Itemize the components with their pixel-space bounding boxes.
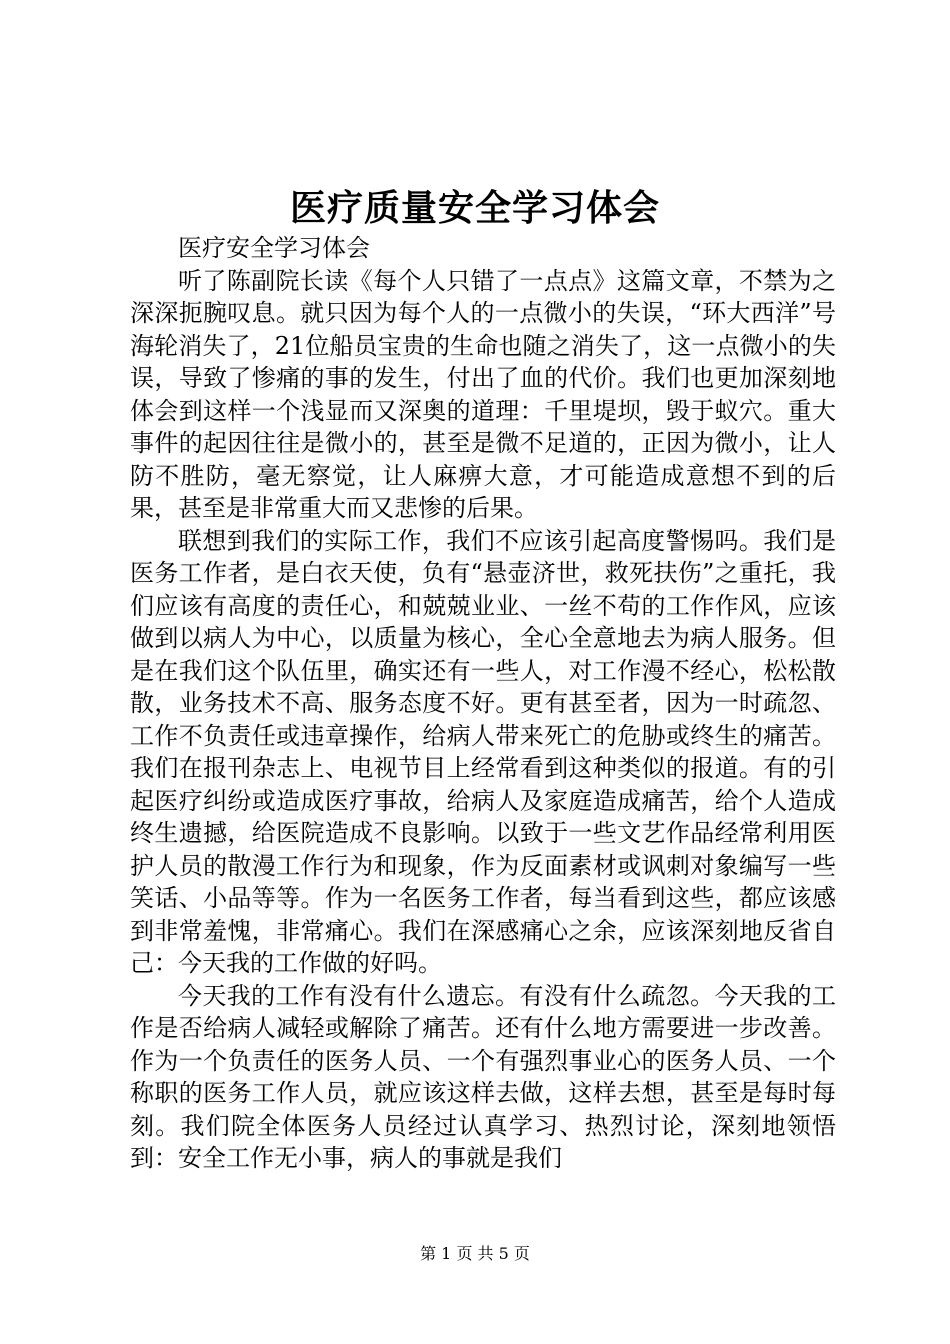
body-paragraph: 今天我的工作有没有什么遗忘。有没有什么疏忽。今天我的工作是否给病人减轻或解除了痛苦。还有什么地方需要进一步改善。作为一个负责任的医务人员、一个有强烈事业心的医务人员、一个称职的医务工作人员，就应该这样去做，这样去想，甚至是每时每刻。我们院全体医务人员经过认真学习、热烈讨论，深刻地领悟到：安全工作无小事，病人的事就是我们 bbox=[130, 981, 836, 1172]
page-number-footer: 第 1 页 共 5 页 bbox=[420, 1244, 530, 1263]
body-paragraph-subtitle: 医疗安全学习体会 bbox=[178, 234, 370, 262]
body-paragraph: 听了陈副院长读《每个人只错了一点点》这篇文章，不禁为之深深扼腕叹息。就只因为每个人的一点微小的失误，“环大西洋”号海轮消失了，21位船员宝贵的生命也随之消失了，这一点微小的失误，导致了惨痛的事的发生，付出了血的代价。我们也更加深刻地体会到这样一个浅显而又深奥的道理：千里堤坝，毁于蚁穴。重大事件的起因往往是微小的，甚至是微不足道的，正因为微小，让人防不胜防，毫无察觉，让人麻痹大意，才可能造成意想不到的后果，甚至是非常重大而又悲惨的后果。 bbox=[130, 266, 836, 522]
document-body bbox=[130, 232, 836, 1175]
document-title: 医疗质量安全学习体会 bbox=[289, 187, 660, 229]
body-paragraph: 联想到我们的实际工作，我们不应该引起高度警惕吗。我们是医务工作者，是白衣天使，负有“悬壶济世，救死扶伤”之重托，我们应该有高度的责任心，和兢兢业业、一丝不苟的工作作风，应该做到以病人为中心，以质量为核心，全心全意地去为病人服务。但是在我们这个队伍里，确实还有一些人，对工作漫不经心，松松散散，业务技术不高、服务态度不好。更有甚至者，因为一时疏忽、工作不负责任或违章操作，给病人带来死亡的危胁或终生的痛苦。我们在报刊杂志上、电视节目上经常看到这种类似的报道。有的引起医疗纠纷或造成医疗事故，给病人及家庭造成痛苦，给个人造成终生遗撼，给医院造成不良影响。以致于一些文艺作品经常利用医护人员的散漫工作行为和现象，作为反面素材或讽刺对象编写一些笑话、小品等等。作为一名医务工作者，每当看到这些，都应该感到非常羞愧，非常痛心。我们在深感痛心之余，应该深刻地反省自己：今天我的工作做的好吗。 bbox=[130, 526, 836, 977]
